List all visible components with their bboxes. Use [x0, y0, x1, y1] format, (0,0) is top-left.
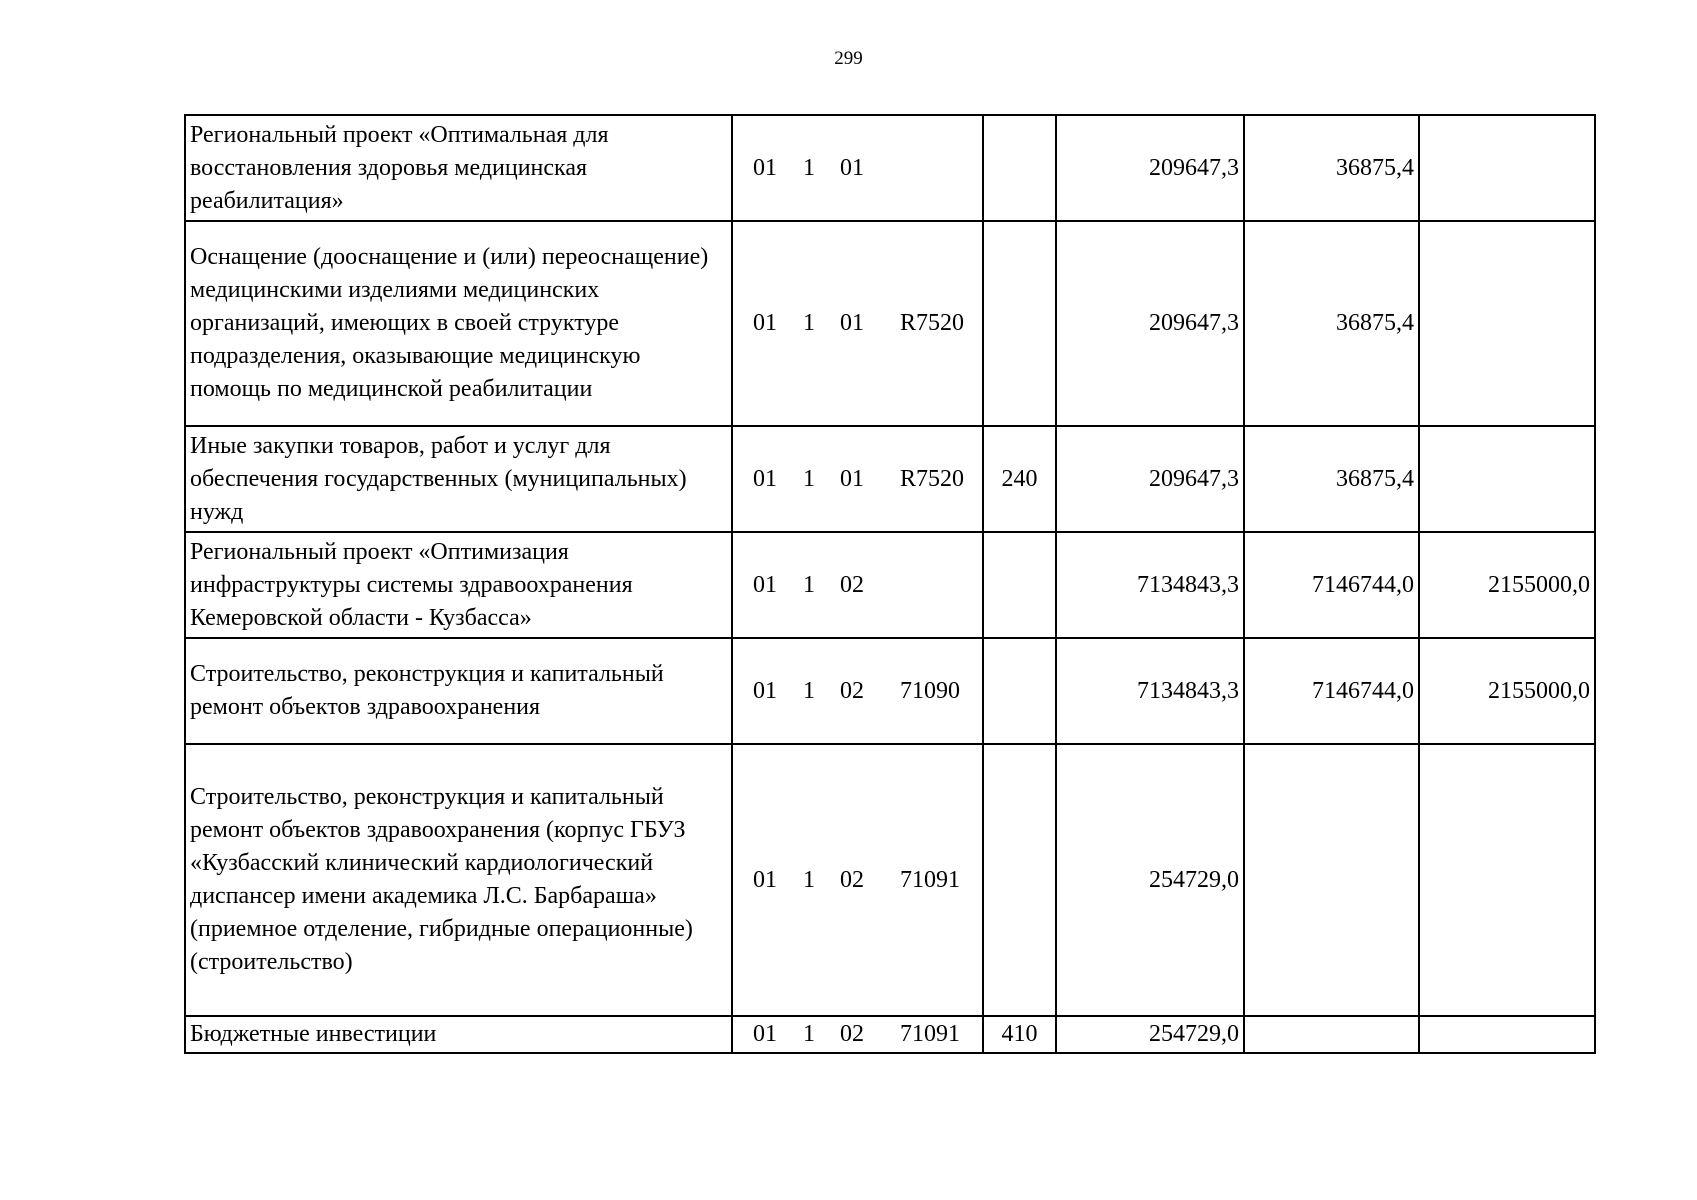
row-amount-1: 7134843,3 [1056, 638, 1244, 744]
row-name: Строительство, реконструкция и капитальный ремонт объектов здравоохранения [185, 638, 732, 744]
row-name: Оснащение (дооснащение и (или) переоснащение) медицинскими изделиями медицинских организаций, имеющих в своей структуре подразделения, оказывающие медицинскую помощь по медицинской реабилитации [185, 221, 732, 426]
row-amount-1: 209647,3 [1056, 221, 1244, 426]
code-program: 01 [753, 1021, 777, 1047]
code-subprogram: 1 [803, 866, 815, 893]
row-amount-2: 7146744,0 [1244, 532, 1419, 638]
code-program: 01 [753, 677, 777, 704]
row-code [737, 675, 978, 708]
row-code [737, 463, 978, 496]
row-amount-2: 36875,4 [1244, 221, 1419, 426]
code-direction: R7520 [900, 465, 965, 492]
row-code-cell [732, 638, 983, 744]
row-amount-3 [1419, 1016, 1595, 1053]
row-expense-type [983, 532, 1056, 638]
code-main-event: 02 [840, 677, 864, 704]
row-expense-type [983, 115, 1056, 221]
row-code-cell [732, 1016, 983, 1053]
code-subprogram: 1 [803, 571, 815, 598]
code-subprogram: 1 [803, 1021, 815, 1047]
code-main-event: 02 [840, 866, 864, 893]
table-row [185, 221, 1595, 426]
code-program: 01 [753, 154, 777, 181]
code-main-event: 01 [840, 465, 864, 492]
code-program: 01 [753, 310, 777, 336]
row-name: Региональный проект «Оптимальная для восстановления здоровья медицинская реабилитация» [185, 115, 732, 221]
row-expense-type: 240 [983, 426, 1056, 532]
code-direction: 71091 [900, 1021, 960, 1047]
row-expense-type: 410 [983, 1016, 1056, 1053]
code-program: 01 [753, 571, 777, 598]
row-amount-3: 2155000,0 [1419, 532, 1595, 638]
code-program: 01 [753, 866, 777, 893]
code-direction: 71090 [900, 677, 960, 704]
row-code [737, 152, 978, 185]
code-program: 01 [753, 465, 777, 492]
row-code-cell [732, 115, 983, 221]
row-code-cell [732, 744, 983, 1016]
table-row [185, 532, 1595, 638]
row-amount-2: 36875,4 [1244, 115, 1419, 221]
budget-table-body [185, 115, 1595, 1053]
row-amount-2 [1244, 1016, 1419, 1053]
row-amount-3 [1419, 744, 1595, 1016]
page-number: 299 [834, 48, 863, 69]
row-code-cell [732, 532, 983, 638]
code-subprogram: 1 [803, 310, 815, 336]
row-amount-1: 209647,3 [1056, 426, 1244, 532]
row-amount-2: 36875,4 [1244, 426, 1419, 532]
row-code [737, 569, 978, 602]
table-row [185, 638, 1595, 744]
code-subprogram: 1 [803, 677, 815, 704]
row-amount-2: 7146744,0 [1244, 638, 1419, 744]
table-row [185, 1016, 1595, 1053]
table-row [185, 426, 1595, 532]
code-main-event: 02 [840, 571, 864, 598]
code-main-event: 01 [840, 310, 864, 336]
row-name: Иные закупки товаров, работ и услуг для обеспечения государственных (муниципальных) нужд [185, 426, 732, 532]
row-amount-3 [1419, 221, 1595, 426]
row-code-cell [732, 426, 983, 532]
table-row [185, 115, 1595, 221]
row-code [737, 1018, 978, 1051]
row-amount-2 [1244, 744, 1419, 1016]
row-name: Региональный проект «Оптимизация инфраструктуры системы здравоохранения Кемеровской области - Кузбасса» [185, 532, 732, 638]
row-name: Строительство, реконструкция и капитальный ремонт объектов здравоохранения (корпус ГБУЗ «Кузбасский клинический кардиологический диспансер имени академика Л.С. Барбараша» (приемное отделение, гибридные операционные) (строительство) [185, 744, 732, 1016]
row-amount-1: 7134843,3 [1056, 532, 1244, 638]
code-main-event: 01 [840, 154, 864, 181]
code-subprogram: 1 [803, 465, 815, 492]
budget-table [184, 114, 1596, 1054]
row-code [737, 307, 978, 340]
row-expense-type [983, 638, 1056, 744]
row-amount-3 [1419, 115, 1595, 221]
row-name: Бюджетные инвестиции [185, 1016, 732, 1053]
code-main-event: 02 [840, 1021, 864, 1047]
row-expense-type [983, 221, 1056, 426]
row-code-cell [732, 221, 983, 426]
code-direction: R7520 [900, 310, 965, 336]
row-expense-type [983, 744, 1056, 1016]
code-direction: 71091 [900, 866, 960, 893]
row-amount-3: 2155000,0 [1419, 638, 1595, 744]
row-amount-1: 254729,0 [1056, 1016, 1244, 1053]
row-amount-1: 254729,0 [1056, 744, 1244, 1016]
code-subprogram: 1 [803, 154, 815, 181]
row-amount-3 [1419, 426, 1595, 532]
row-code [737, 864, 978, 897]
row-amount-1: 209647,3 [1056, 115, 1244, 221]
table-row [185, 744, 1595, 1016]
